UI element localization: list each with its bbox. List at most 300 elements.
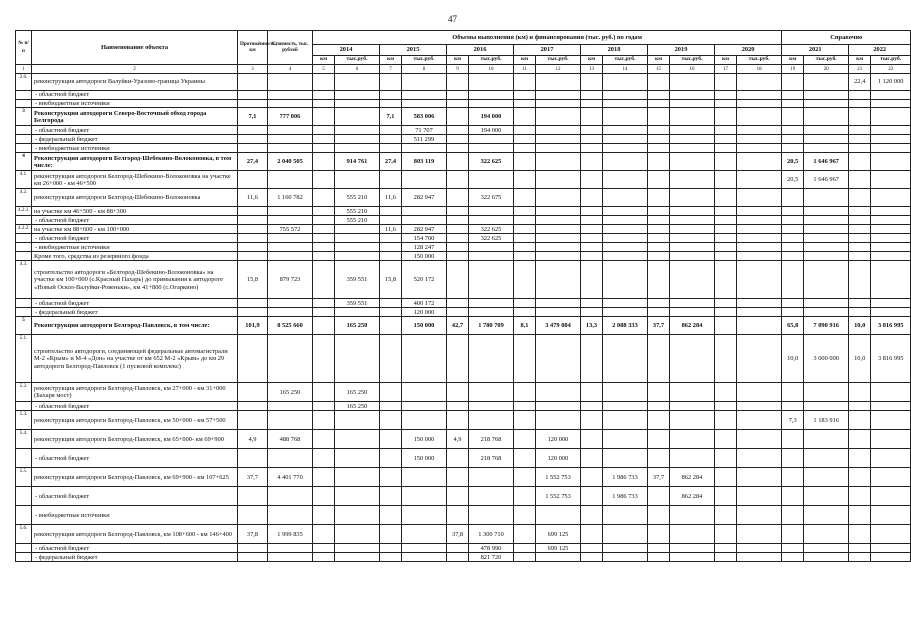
value-cell xyxy=(313,74,335,91)
value-cell xyxy=(268,207,313,216)
value-cell: 755 572 xyxy=(268,225,313,234)
value-cell xyxy=(737,108,782,126)
value-cell xyxy=(581,225,603,234)
value-cell: 10,0 xyxy=(849,317,871,335)
value-cell xyxy=(335,449,380,468)
value-cell xyxy=(782,135,804,144)
value-cell xyxy=(514,144,536,153)
object-name-cell: реконструкция автодороги Белгород-Павловск, км 65+000- км 69+900 xyxy=(32,430,238,449)
value-cell xyxy=(871,468,911,487)
value-cell xyxy=(603,74,648,91)
value-cell xyxy=(268,100,313,108)
value-cell xyxy=(268,299,313,308)
value-cell xyxy=(782,487,804,506)
column-index-cell: 22 xyxy=(871,65,911,74)
value-cell xyxy=(737,252,782,261)
column-index-cell: 15 xyxy=(648,65,670,74)
header-reference: Справочно xyxy=(782,31,911,45)
column-index-cell: 21 xyxy=(849,65,871,74)
header-unit-rub: тыс.руб. xyxy=(871,56,911,65)
value-cell xyxy=(402,383,447,402)
value-cell xyxy=(402,74,447,91)
row-number-cell: 4.3. xyxy=(16,261,32,299)
value-cell: 3 000 000 xyxy=(804,335,849,383)
value-cell xyxy=(447,100,469,108)
value-cell xyxy=(581,144,603,153)
value-cell xyxy=(402,100,447,108)
value-cell xyxy=(536,74,581,91)
row-number-cell xyxy=(16,126,32,135)
value-cell xyxy=(804,91,849,100)
value-cell xyxy=(581,308,603,317)
table-row xyxy=(16,383,911,402)
value-cell xyxy=(670,506,715,525)
value-cell xyxy=(536,553,581,562)
value-cell xyxy=(670,100,715,108)
value-cell xyxy=(581,171,603,189)
value-cell: 27,4 xyxy=(238,153,268,171)
value-cell xyxy=(514,243,536,252)
value-cell xyxy=(313,317,335,335)
value-cell xyxy=(514,234,536,243)
value-cell xyxy=(648,299,670,308)
value-cell xyxy=(849,468,871,487)
value-cell xyxy=(670,299,715,308)
value-cell: 777 006 xyxy=(268,108,313,126)
value-cell: 194 000 xyxy=(469,126,514,135)
value-cell: 10,0 xyxy=(782,335,804,383)
value-cell xyxy=(603,243,648,252)
row-number-cell: 2.6. xyxy=(16,74,32,91)
value-cell xyxy=(737,468,782,487)
value-cell: 20,5 xyxy=(782,171,804,189)
value-cell xyxy=(670,108,715,126)
value-cell xyxy=(715,189,737,207)
value-cell xyxy=(871,126,911,135)
value-cell xyxy=(804,430,849,449)
value-cell xyxy=(715,308,737,317)
value-cell xyxy=(670,207,715,216)
value-cell xyxy=(804,525,849,544)
value-cell xyxy=(268,74,313,91)
value-cell xyxy=(536,100,581,108)
value-cell xyxy=(238,100,268,108)
value-cell xyxy=(447,252,469,261)
value-cell xyxy=(804,216,849,225)
object-name-cell: строительство автодороги «Белгород-Шебекино-Волоконовка» на участке км 100+000 (с.Красный Пахарь) до примыкания к автодороге «Новый Оскол-Валуйки-Ровеньки», км 41+800 (с.Огаркино) xyxy=(32,261,238,299)
value-cell xyxy=(782,299,804,308)
column-index-cell: 1 xyxy=(16,65,32,74)
row-number-cell: 4.2.2. xyxy=(16,225,32,234)
value-cell xyxy=(447,171,469,189)
value-cell: 699 125 xyxy=(536,544,581,553)
value-cell xyxy=(804,544,849,553)
value-cell xyxy=(782,468,804,487)
value-cell xyxy=(514,91,536,100)
value-cell xyxy=(648,449,670,468)
value-cell xyxy=(715,383,737,402)
value-cell xyxy=(715,430,737,449)
row-number-cell xyxy=(16,506,32,525)
value-cell xyxy=(380,468,402,487)
row-number-cell: 5.1. xyxy=(16,335,32,383)
value-cell xyxy=(603,430,648,449)
value-cell xyxy=(335,411,380,430)
value-cell xyxy=(737,383,782,402)
value-cell xyxy=(268,411,313,430)
value-cell xyxy=(871,487,911,506)
value-cell xyxy=(268,126,313,135)
header-unit-km: км xyxy=(648,56,670,65)
object-name-cell: - областной бюджет xyxy=(32,449,238,468)
header-cost: Стоимость, тыс. рублей xyxy=(268,31,313,65)
object-name-cell: реконструкция автодороги Белгород-Павловск, км 27+000 - км 31+000 (Бахаря мост) xyxy=(32,383,238,402)
value-cell xyxy=(313,261,335,299)
value-cell xyxy=(268,243,313,252)
value-cell xyxy=(402,487,447,506)
value-cell xyxy=(715,261,737,299)
value-cell xyxy=(715,100,737,108)
value-cell xyxy=(849,383,871,402)
value-cell xyxy=(871,299,911,308)
value-cell: 879 723 xyxy=(268,261,313,299)
value-cell xyxy=(737,243,782,252)
value-cell xyxy=(447,449,469,468)
value-cell xyxy=(447,411,469,430)
value-cell xyxy=(238,544,268,553)
table-row xyxy=(16,299,911,308)
value-cell xyxy=(603,525,648,544)
value-cell xyxy=(581,216,603,225)
value-cell xyxy=(871,216,911,225)
value-cell xyxy=(514,402,536,411)
value-cell xyxy=(581,207,603,216)
value-cell xyxy=(447,383,469,402)
value-cell xyxy=(849,100,871,108)
value-cell xyxy=(469,383,514,402)
table-row xyxy=(16,234,911,243)
value-cell xyxy=(238,553,268,562)
value-cell xyxy=(313,544,335,553)
value-cell xyxy=(447,153,469,171)
value-cell xyxy=(313,91,335,100)
value-cell xyxy=(670,91,715,100)
value-cell xyxy=(648,430,670,449)
value-cell xyxy=(782,243,804,252)
value-cell xyxy=(268,135,313,144)
value-cell xyxy=(670,383,715,402)
value-cell xyxy=(536,234,581,243)
value-cell xyxy=(536,308,581,317)
value-cell xyxy=(514,100,536,108)
value-cell xyxy=(313,468,335,487)
value-cell xyxy=(737,411,782,430)
value-cell xyxy=(469,216,514,225)
value-cell xyxy=(737,553,782,562)
table-row xyxy=(16,544,911,553)
value-cell xyxy=(782,449,804,468)
value-cell xyxy=(715,108,737,126)
value-cell xyxy=(603,108,648,126)
value-cell xyxy=(670,243,715,252)
value-cell xyxy=(335,126,380,135)
value-cell xyxy=(804,299,849,308)
column-index-cell: 13 xyxy=(581,65,603,74)
value-cell xyxy=(782,430,804,449)
row-number-cell xyxy=(16,402,32,411)
column-index-cell: 19 xyxy=(782,65,804,74)
value-cell xyxy=(469,506,514,525)
value-cell xyxy=(447,216,469,225)
value-cell xyxy=(536,335,581,383)
value-cell xyxy=(581,126,603,135)
header-unit-rub: тыс.руб. xyxy=(804,56,849,65)
value-cell xyxy=(648,544,670,553)
value-cell xyxy=(737,506,782,525)
column-index-cell: 12 xyxy=(536,65,581,74)
value-cell: 914 761 xyxy=(335,153,380,171)
column-index-cell: 5 xyxy=(313,65,335,74)
value-cell xyxy=(871,108,911,126)
value-cell xyxy=(469,402,514,411)
row-number-cell xyxy=(16,449,32,468)
value-cell xyxy=(514,468,536,487)
value-cell xyxy=(313,553,335,562)
value-cell xyxy=(268,216,313,225)
table-row xyxy=(16,126,911,135)
value-cell xyxy=(447,402,469,411)
object-name-cell: реконструкция автодороги Белгород-Шебекино-Волоконовка xyxy=(32,189,238,207)
row-number-cell xyxy=(16,553,32,562)
value-cell xyxy=(804,243,849,252)
value-cell xyxy=(737,335,782,383)
value-cell xyxy=(514,207,536,216)
value-cell: 1 986 733 xyxy=(603,487,648,506)
value-cell xyxy=(871,308,911,317)
value-cell xyxy=(335,308,380,317)
table-row xyxy=(16,252,911,261)
value-cell xyxy=(737,449,782,468)
object-name-cell: реконструкция автодороги Белгород-Павловск, км 69+900 - км 107+625 xyxy=(32,468,238,487)
value-cell: 862 284 xyxy=(670,317,715,335)
value-cell xyxy=(849,108,871,126)
value-cell: 71 707 xyxy=(402,126,447,135)
value-cell xyxy=(782,100,804,108)
value-cell: 8,1 xyxy=(514,317,536,335)
value-cell xyxy=(536,189,581,207)
value-cell xyxy=(737,308,782,317)
header-unit-rub: тыс.руб. xyxy=(402,56,447,65)
value-cell xyxy=(335,553,380,562)
value-cell xyxy=(581,100,603,108)
value-cell xyxy=(514,487,536,506)
value-cell xyxy=(313,234,335,243)
value-cell xyxy=(782,506,804,525)
value-cell: 862 284 xyxy=(670,468,715,487)
value-cell: 218 768 xyxy=(469,449,514,468)
value-cell xyxy=(469,468,514,487)
object-name-cell: реконструкция автодороги Белгород-Павловск, км 50+000 - км 57+500 xyxy=(32,411,238,430)
value-cell xyxy=(871,411,911,430)
value-cell xyxy=(871,449,911,468)
table-row xyxy=(16,171,911,189)
value-cell xyxy=(380,216,402,225)
value-cell xyxy=(849,506,871,525)
value-cell xyxy=(849,299,871,308)
value-cell xyxy=(469,74,514,91)
value-cell xyxy=(581,153,603,171)
header-unit-km: км xyxy=(514,56,536,65)
value-cell xyxy=(335,243,380,252)
header-unit-rub: тыс.руб. xyxy=(670,56,715,65)
value-cell xyxy=(380,74,402,91)
value-cell: 120 000 xyxy=(536,430,581,449)
object-name-cell: Кроме того, средства из резервного фонда xyxy=(32,252,238,261)
value-cell xyxy=(402,468,447,487)
object-name-cell: - внебюджетные источники xyxy=(32,506,238,525)
value-cell: 555 210 xyxy=(335,216,380,225)
value-cell xyxy=(715,402,737,411)
value-cell xyxy=(536,299,581,308)
value-cell: 803 119 xyxy=(402,153,447,171)
value-cell: 400 172 xyxy=(402,299,447,308)
value-cell xyxy=(871,506,911,525)
value-cell xyxy=(313,506,335,525)
column-index-cell: 16 xyxy=(670,65,715,74)
value-cell xyxy=(849,544,871,553)
value-cell xyxy=(670,544,715,553)
value-cell: 11,6 xyxy=(380,189,402,207)
value-cell xyxy=(335,234,380,243)
value-cell xyxy=(380,308,402,317)
table-row xyxy=(16,189,911,207)
table-row xyxy=(16,243,911,252)
column-index-cell: 6 xyxy=(335,65,380,74)
value-cell: 101,9 xyxy=(238,317,268,335)
value-cell: 1 183 916 xyxy=(804,411,849,430)
table-row xyxy=(16,74,911,91)
value-cell xyxy=(514,506,536,525)
value-cell: 520 172 xyxy=(402,261,447,299)
value-cell xyxy=(469,252,514,261)
value-cell xyxy=(402,411,447,430)
value-cell xyxy=(335,468,380,487)
value-cell xyxy=(648,506,670,525)
table-row xyxy=(16,144,911,153)
value-cell: 42,7 xyxy=(447,317,469,335)
value-cell xyxy=(313,487,335,506)
table-row xyxy=(16,216,911,225)
value-cell xyxy=(603,135,648,144)
value-cell: 150 000 xyxy=(402,449,447,468)
value-cell xyxy=(648,411,670,430)
value-cell xyxy=(380,100,402,108)
column-index-cell: 10 xyxy=(469,65,514,74)
value-cell: 8 525 660 xyxy=(268,317,313,335)
value-cell xyxy=(849,234,871,243)
financing-table xyxy=(15,30,911,562)
value-cell xyxy=(804,261,849,299)
value-cell xyxy=(380,126,402,135)
value-cell: 7 090 916 xyxy=(804,317,849,335)
value-cell: 218 768 xyxy=(469,430,514,449)
value-cell xyxy=(715,411,737,430)
value-cell xyxy=(238,252,268,261)
value-cell xyxy=(603,449,648,468)
value-cell xyxy=(871,207,911,216)
value-cell xyxy=(402,335,447,383)
value-cell xyxy=(782,91,804,100)
value-cell xyxy=(335,252,380,261)
value-cell xyxy=(849,126,871,135)
value-cell: 65,8 xyxy=(782,317,804,335)
value-cell xyxy=(782,216,804,225)
value-cell xyxy=(648,525,670,544)
value-cell xyxy=(313,299,335,308)
value-cell: 27,4 xyxy=(380,153,402,171)
value-cell xyxy=(581,234,603,243)
value-cell xyxy=(335,506,380,525)
value-cell: 154 700 xyxy=(402,234,447,243)
header-unit-km: км xyxy=(715,56,737,65)
value-cell: 150 000 xyxy=(402,430,447,449)
value-cell xyxy=(536,126,581,135)
value-cell xyxy=(782,402,804,411)
value-cell: 165 250 xyxy=(268,383,313,402)
value-cell xyxy=(670,126,715,135)
value-cell xyxy=(268,171,313,189)
value-cell xyxy=(603,402,648,411)
value-cell xyxy=(313,144,335,153)
value-cell xyxy=(313,252,335,261)
value-cell xyxy=(715,335,737,383)
value-cell xyxy=(380,299,402,308)
row-number-cell xyxy=(16,487,32,506)
value-cell xyxy=(648,487,670,506)
value-cell xyxy=(849,308,871,317)
row-number-cell xyxy=(16,308,32,317)
value-cell xyxy=(849,252,871,261)
value-cell xyxy=(782,108,804,126)
value-cell xyxy=(849,553,871,562)
value-cell: 7,1 xyxy=(380,108,402,126)
value-cell xyxy=(581,335,603,383)
row-number-cell: 4.2. xyxy=(16,189,32,207)
value-cell xyxy=(268,506,313,525)
value-cell xyxy=(380,544,402,553)
value-cell xyxy=(469,91,514,100)
row-number-cell xyxy=(16,216,32,225)
value-cell: 37,7 xyxy=(648,468,670,487)
value-cell: 37,8 xyxy=(447,525,469,544)
object-name-cell: - федеральный бюджет xyxy=(32,308,238,317)
value-cell: 20,5 xyxy=(782,153,804,171)
value-cell xyxy=(402,402,447,411)
value-cell xyxy=(603,225,648,234)
header-year: 2016 xyxy=(447,45,514,56)
object-name-cell: реконструкция автодороги Белгород-Шебекино-Волоконовка на участке км 26+000 - км 46+500 xyxy=(32,171,238,189)
value-cell xyxy=(648,308,670,317)
value-cell xyxy=(849,207,871,216)
value-cell xyxy=(871,553,911,562)
value-cell: 862 284 xyxy=(670,487,715,506)
value-cell xyxy=(514,135,536,144)
value-cell xyxy=(648,261,670,299)
value-cell xyxy=(804,74,849,91)
value-cell xyxy=(380,525,402,544)
value-cell xyxy=(313,449,335,468)
value-cell xyxy=(380,317,402,335)
